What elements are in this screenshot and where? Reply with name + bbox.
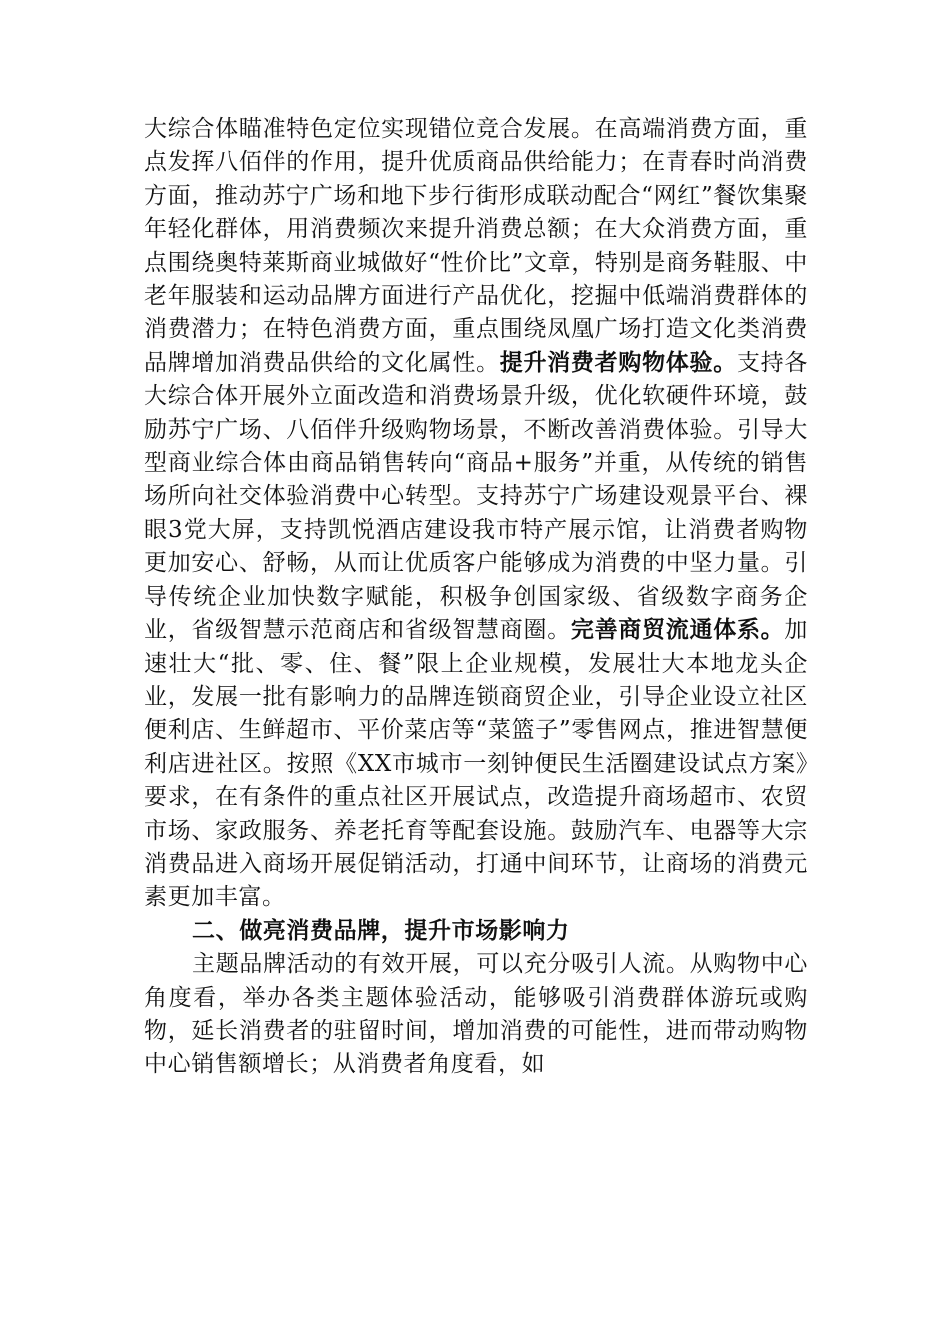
bold-subheading: 完善商贸流通体系。 (570, 617, 785, 644)
document-page (144, 113, 808, 1082)
body-paragraph: 主题品牌活动的有效开展，可以充分吸引人流。从购物中心角度看，举办各类主题体验活动，能够吸引消费群体游玩或购物，延长消费者的驻留时间，增加消费的可能性，进而带动购物中心销售额增长；从消费者角度看，如 (144, 951, 808, 1078)
body-paragraph (144, 113, 808, 915)
paragraph-text: 加速壮大“批、零、住、餐”限上企业规模，发展壮大本地龙头企业，发展一批有影响力的品牌连锁商贸企业，引导企业设立社区便利店、生鲜超市、平价菜店等“菜篮子”零售网点，推进智慧便利店进社区。按照《XX市城市一刻钟便民生活圈建设试点方案》要求，在有条件的重点社区开展试点，改造提升商场超市、农贸市场、家政服务、养老托育等配套设施。鼓励汽车、电器等大宗消费品进入商场开展促销活动，打通中间环节，让商场的消费元素更加丰富。 (144, 617, 808, 911)
paragraph-text: 大综合体瞄准特色定位实现错位竞合发展。在高端消费方面，重点发挥八佰伴的作用，提升优质商品供给能力；在青春时尚消费方面，推动苏宁广场和地下步行街形成联动配合“网红”餐饮集聚年轻化群体，用消费频次来提升消费总额；在大众消费方面，重点围绕奥特莱斯商业城做好“性价比”文章，特别是商务鞋服、中老年服装和运动品牌方面进行产品优化，挖掘中低端消费群体的消费潜力；在特色消费方面，重点围绕凤凰广场打造文化类消费品牌增加消费品供给的文化属性。 (144, 116, 808, 376)
paragraph-text: 支持各大综合体开展外立面改造和消费场景升级，优化软硬件环境，鼓励苏宁广场、八佰伴升级购物场景，不断改善消费体验。引导大型商业综合体由商品销售转向“商品+服务”并重，从传统的销售场所向社交体验消费中心转型。支持苏宁广场建设观景平台、裸眼3党大屏，支持凯悦酒店建设我市特产展示馆，让消费者购物更加安心、舒畅，从而让优质客户能够成为消费的中坚力量。引导传统企业加快数字赋能，积极争创国家级、省级数字商务企业，省级智慧示范商店和省级智慧商圈。 (144, 349, 809, 644)
section-heading: 二、做亮消费品牌，提升市场影响力 (192, 917, 570, 944)
bold-subheading: 提升消费者购物体验。 (499, 349, 737, 376)
